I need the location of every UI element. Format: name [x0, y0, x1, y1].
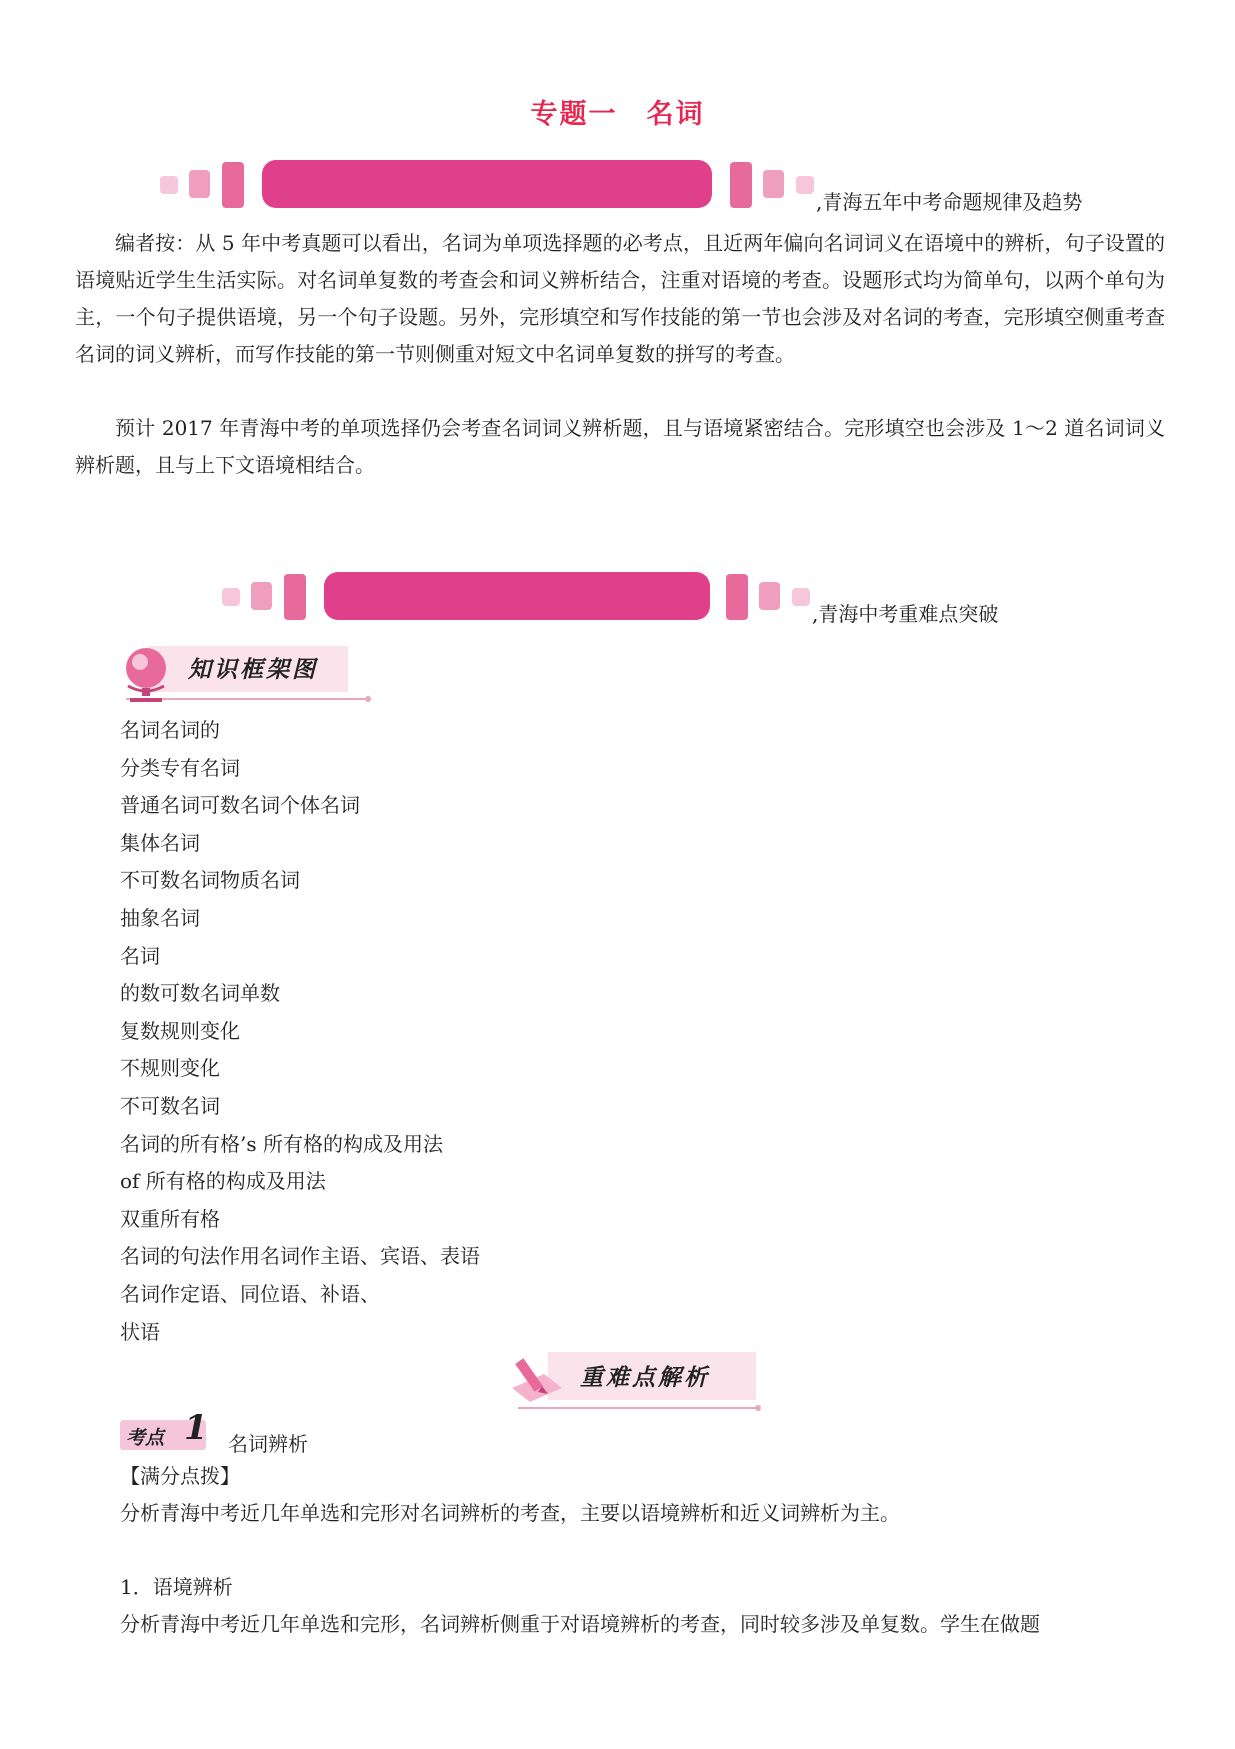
knowledge-tree: [120, 712, 480, 1351]
tree-item: 的数可数名词单数: [120, 981, 280, 1006]
tree-item: 名词的所有格’s 所有格的构成及用法: [120, 1131, 443, 1156]
intro-paragraph-1: 编者按：从 5 年中考真题可以看出，名词为单项选择题的必考点，且近两年偏向名词词义在语境中的辨析，句子设置的语境贴近学生生活实际。对名词单复数的考查会和词义辨析结合，注重对语境的考查。设题形式均为简单句，以两个单句为主，一个句子提供语境，另一个句子设题。另外，完形填空和写作技能的第一节也会涉及对名词的考查，完形填空侧重考查名词的词义辨析，而写作技能的第一节则侧重对短文中名词单复数的拼写的考查。: [75, 231, 1165, 366]
tree-item: 普通名词可数名词个体名词: [120, 793, 360, 818]
section-banner-breakthrough: [222, 572, 1122, 632]
item1-heading: 1．语境辨析: [120, 1575, 233, 1599]
tree-item: 状语: [120, 1319, 160, 1344]
tree-item: 名词: [120, 943, 160, 968]
tree-item: 不可数名词物质名词: [120, 868, 300, 893]
tree-item: of 所有格的构成及用法: [120, 1169, 326, 1194]
banner-decor-square: [222, 162, 244, 208]
section-banner-trends: [160, 160, 1160, 220]
banner-decor-square: [796, 176, 814, 194]
banner-caption: ,青海中考重难点突破: [812, 602, 999, 626]
framework-badge: [118, 640, 378, 706]
item1-text: 分析青海中考近几年单选和完形，名词辨析侧重于对语境辨析的考查，同时较多涉及单复数。学生在做题: [120, 1612, 1040, 1636]
tree-item: 抽象名词: [120, 905, 200, 930]
banner-decor-square: [726, 574, 748, 620]
banner-decor-square: [792, 588, 810, 606]
tip-heading: 【满分点拨】: [120, 1464, 240, 1488]
tree-item: 集体名词: [120, 830, 200, 855]
tree-item: 不规则变化: [120, 1056, 220, 1081]
banner-decor-square: [730, 162, 752, 208]
tree-item: 复数规则变化: [120, 1018, 240, 1043]
kaodian-title: 名词辨析: [228, 1432, 308, 1456]
banner-decor-square: [759, 582, 780, 610]
tree-item: 分类专有名词: [120, 755, 240, 780]
kaodian-label: 考点: [126, 1427, 165, 1449]
analysis-badge-text: 重难点解析: [580, 1365, 710, 1391]
banner-caption: ,青海五年中考命题规律及趋势: [816, 190, 1083, 214]
banner-decor-square: [189, 170, 210, 198]
banner-pill: [262, 160, 712, 208]
tree-item: 名词名词的: [120, 718, 220, 742]
framework-badge-text: 知识框架图: [188, 657, 318, 683]
kaodian-number: 1: [184, 1408, 208, 1448]
tree-item: 名词作定语、同位语、补语、: [120, 1281, 380, 1306]
banner-decor-square: [284, 574, 306, 620]
banner-decor-square: [160, 176, 178, 194]
banner-decor-square: [763, 170, 784, 198]
page-title: 专题一 名词: [530, 99, 705, 130]
banner-decor-square: [222, 588, 240, 606]
banner-pill: [324, 572, 710, 620]
tree-item: 名词的句法作用名词作主语、宾语、表语: [120, 1244, 480, 1269]
analysis-badge: [508, 1348, 768, 1414]
intro-paragraph-2: 预计 2017 年青海中考的单项选择仍会考查名词词义辨析题，且与语境紧密结合。完形填空也会涉及 1～2 道名词词义辨析题，且与上下文语境相结合。: [75, 416, 1165, 477]
tree-item: 双重所有格: [120, 1206, 220, 1231]
banner-decor-square: [251, 582, 272, 610]
tree-item: 不可数名词: [120, 1093, 220, 1118]
tip-text: 分析青海中考近几年单选和完形对名词辨析的考查，主要以语境辨析和近义词辨析为主。: [120, 1501, 900, 1525]
